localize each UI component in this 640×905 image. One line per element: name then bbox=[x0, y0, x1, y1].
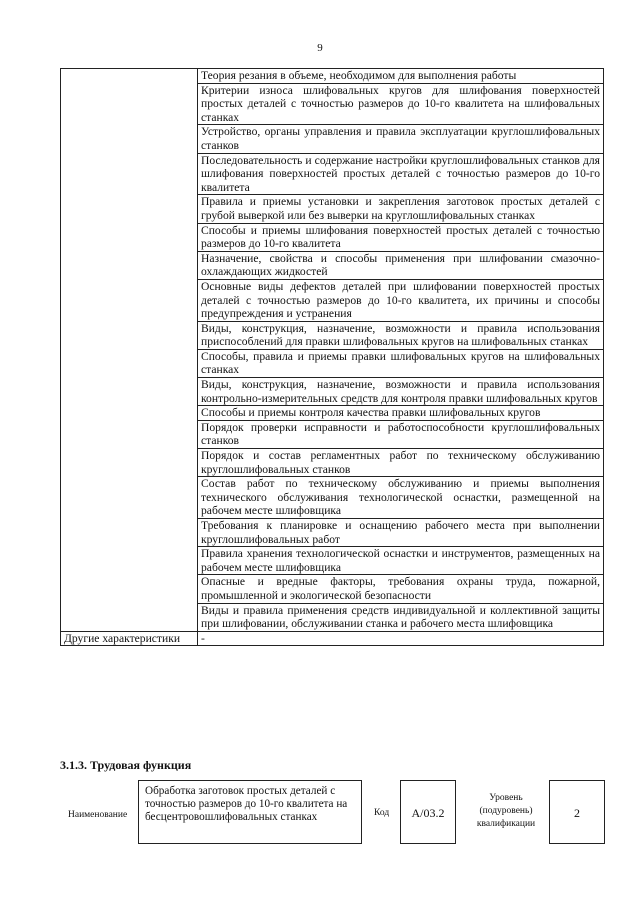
requirement-row-label-cell bbox=[61, 547, 198, 575]
code-label: Код bbox=[374, 808, 390, 818]
requirement-row-label-cell bbox=[61, 519, 198, 547]
labor-function-header bbox=[60, 780, 620, 850]
requirement-text: Теория резания в объеме, необходимом для выполнения работы bbox=[198, 69, 604, 84]
requirement-text: Виды, конструкция, назначение, возможности и правила использования контрольно-измерительных средств для контроля правки шлифовальных кругов bbox=[198, 378, 604, 406]
requirement-text: Опасные и вредные факторы, требования охраны труда, пожарной, промышленной и экологической безопасности bbox=[198, 575, 604, 603]
requirements-table-body bbox=[61, 69, 604, 632]
requirement-row bbox=[61, 420, 604, 448]
requirement-row bbox=[61, 378, 604, 406]
requirement-text: Критерии износа шлифовальных кругов для шлифования поверхностей простых деталей с точностью размеров до 10-го квалитета на шлифовальных станках bbox=[198, 83, 604, 125]
requirement-row bbox=[61, 153, 604, 195]
requirement-row bbox=[61, 477, 604, 519]
requirement-row-label-cell bbox=[61, 477, 198, 519]
requirement-row-label-cell bbox=[61, 321, 198, 349]
requirement-row bbox=[61, 547, 604, 575]
requirement-text: Виды, конструкция, назначение, возможности и правила использования приспособлений для правки шлифовальных кругов на шлифовальных станках bbox=[198, 321, 604, 349]
requirement-row-label-cell bbox=[61, 83, 198, 125]
requirement-row bbox=[61, 69, 604, 84]
requirement-row-label-cell bbox=[61, 279, 198, 321]
requirement-row-label-cell bbox=[61, 575, 198, 603]
qualification-level-label: Уровень (подуровень) квалификации bbox=[476, 793, 536, 829]
requirement-row bbox=[61, 575, 604, 603]
other-characteristics-value: - bbox=[198, 631, 604, 646]
requirement-text: Назначение, свойства и способы применения при шлифовании смазочно-охлаждающих жидкостей bbox=[198, 251, 604, 279]
requirement-text: Правила хранения технологической оснастки и инструментов, размещенных на рабочем месте шлифовщика bbox=[198, 547, 604, 575]
requirement-text: Порядок проверки исправности и работоспособности круглошлифовальных станков bbox=[198, 420, 604, 448]
requirement-text: Устройство, органы управления и правила эксплуатации круглошлифовальных станков bbox=[198, 125, 604, 153]
other-characteristics-row bbox=[61, 631, 604, 646]
requirement-row-label-cell bbox=[61, 420, 198, 448]
function-name-box: Обработка заготовок простых деталей с точностью размеров до 10-го квалитета на бесцентровошлифовальных станках bbox=[138, 780, 362, 844]
requirement-text: Правила и приемы установки и закрепления заготовок простых деталей с грубой выверкой или без выверки на круглошлифовальных станках bbox=[198, 195, 604, 223]
requirement-row-label-cell bbox=[61, 251, 198, 279]
requirement-row-label-cell bbox=[61, 153, 198, 195]
requirement-row bbox=[61, 449, 604, 477]
other-characteristics-label: Другие характеристики bbox=[61, 631, 198, 646]
requirement-row bbox=[61, 251, 604, 279]
requirement-text: Виды и правила применения средств индивидуальной и коллективной защиты при шлифовании, обслуживании станка и рабочего места шлифовщика bbox=[198, 603, 604, 631]
requirement-text: Способы и приемы контроля качества правки шлифовальных кругов bbox=[198, 406, 604, 421]
requirement-row bbox=[61, 321, 604, 349]
requirement-text: Порядок и состав регламентных работ по техническому обслуживанию круглошлифовальных станков bbox=[198, 449, 604, 477]
requirement-row bbox=[61, 195, 604, 223]
requirement-row-label-cell bbox=[61, 125, 198, 153]
requirement-row-label-cell bbox=[61, 223, 198, 251]
requirement-text: Требования к планировке и оснащению рабочего места при выполнении круглошлифовальных работ bbox=[198, 519, 604, 547]
requirement-row-label-cell bbox=[61, 406, 198, 421]
requirement-row bbox=[61, 125, 604, 153]
requirement-text: Последовательность и содержание настройки круглошлифовальных станков для шлифования поверхностей простых деталей с точностью размеров до 10-го квалитета bbox=[198, 153, 604, 195]
requirement-row bbox=[61, 519, 604, 547]
requirement-text: Способы, правила и приемы правки шлифовальных кругов на шлифовальных станках bbox=[198, 349, 604, 377]
requirement-text: Способы и приемы шлифования поверхностей простых деталей с точностью размеров до 10-го квалитета bbox=[198, 223, 604, 251]
requirement-row-label-cell bbox=[61, 69, 198, 84]
requirement-row-label-cell bbox=[61, 449, 198, 477]
requirement-row bbox=[61, 83, 604, 125]
requirement-row bbox=[61, 406, 604, 421]
section-title: 3.1.3. Трудовая функция bbox=[60, 758, 192, 772]
requirement-row-label-cell bbox=[61, 603, 198, 631]
requirement-text: Основные виды дефектов деталей при шлифовании поверхностей простых деталей с точностью размеров до 10-го квалитета, их причины и способы предупреждения и устранения bbox=[198, 279, 604, 321]
qualification-level-box: 2 bbox=[549, 780, 605, 844]
requirement-row bbox=[61, 603, 604, 631]
requirement-row-label-cell bbox=[61, 349, 198, 377]
requirement-text: Состав работ по техническому обслуживанию и приемы выполнения технического обслуживания технологической оснастки, размещенной на рабочем месте шлифовщика bbox=[198, 477, 604, 519]
requirement-row-label-cell bbox=[61, 378, 198, 406]
name-label: Наименование bbox=[68, 810, 128, 820]
page-number: 9 bbox=[317, 42, 323, 54]
requirement-row bbox=[61, 349, 604, 377]
function-code-box: А/03.2 bbox=[400, 780, 456, 844]
requirement-row bbox=[61, 279, 604, 321]
requirements-table bbox=[60, 68, 604, 646]
requirement-row bbox=[61, 223, 604, 251]
requirement-row-label-cell bbox=[61, 195, 198, 223]
